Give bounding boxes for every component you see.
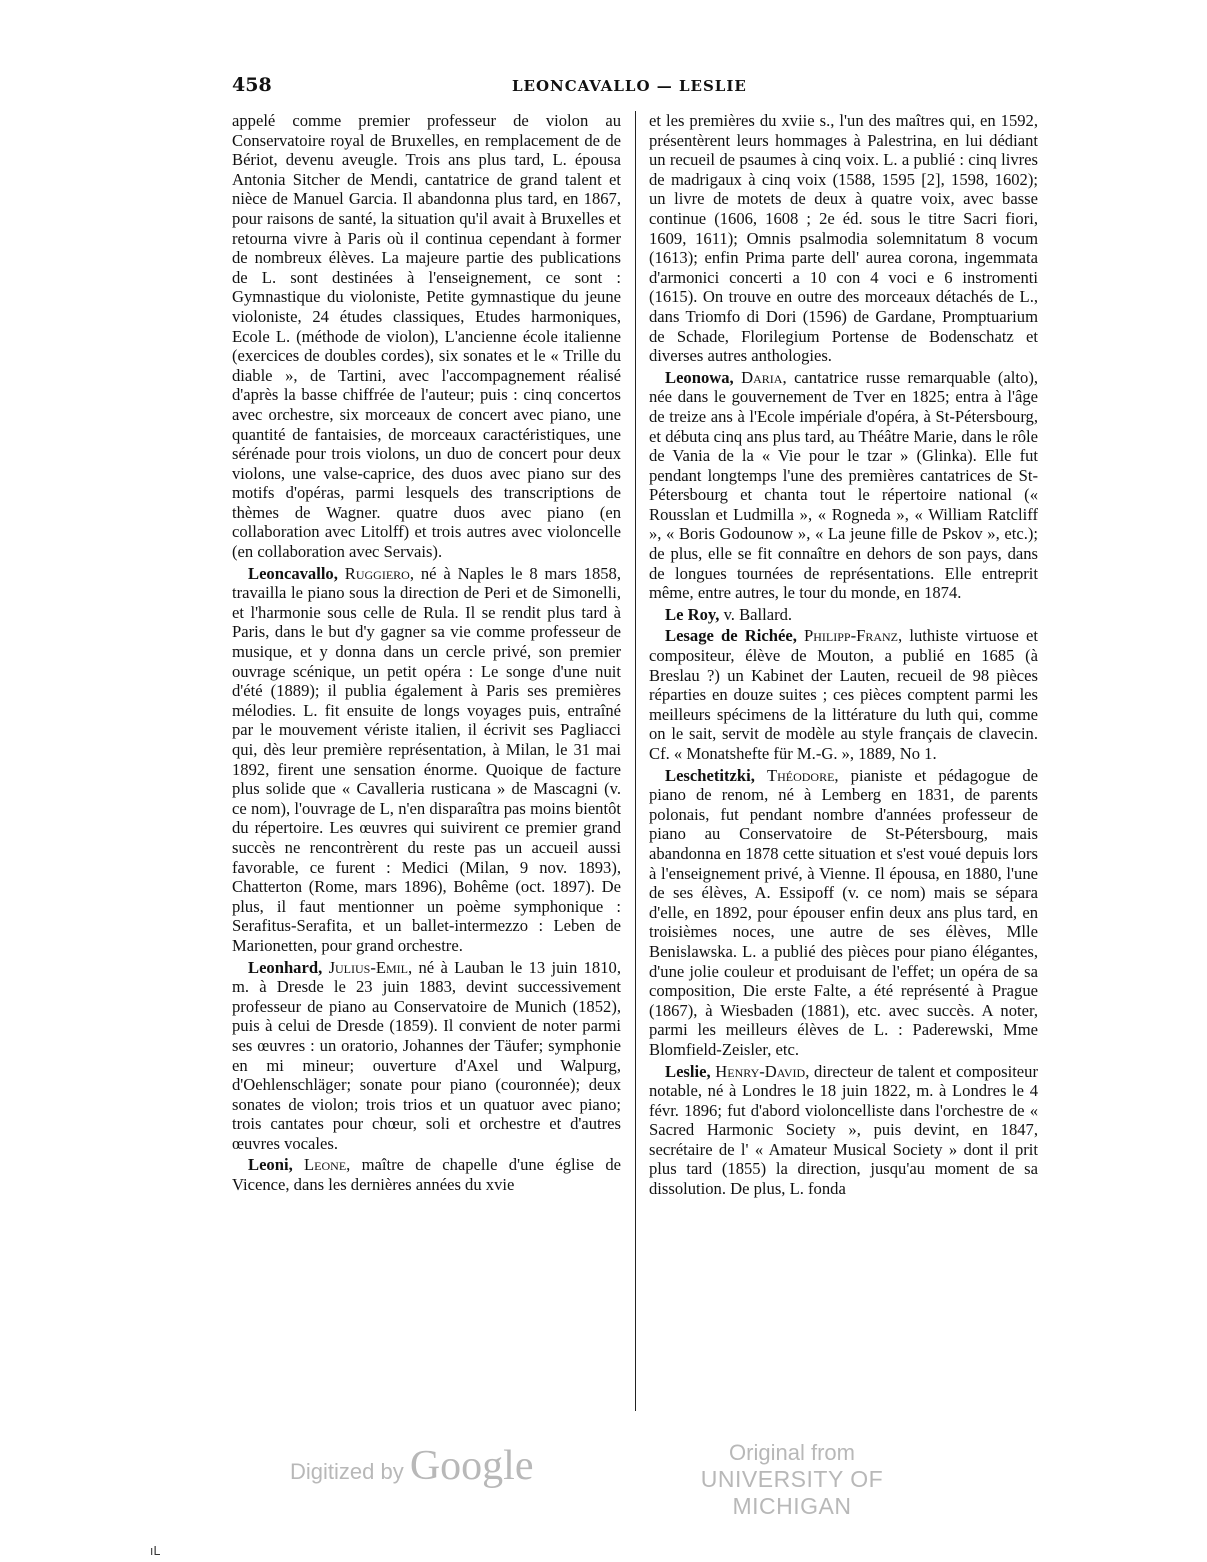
entry-text: v. Ballard. — [723, 604, 793, 624]
original-from-line: Original from — [729, 1440, 855, 1465]
entry-headword: Leoncavallo, — [248, 563, 338, 583]
entry-text: cantatrice russe remarquable (alto), née dans le gouvernement de Tver en 1825; entra à l'âge de treize ans à l'Ecole impériale d'opéra, à St-Pétersbourg, et débuta cinq ans plus tard, au Théâtre Marie, dans le rôle de Vania de la « Vie pour le tzar » (Glinka). Elle fut pendant longtemps l'une des premières cantatrices de St-Pétersbourg et chanta tout le répertoire national (« Rousslan et Ludmilla », « Rogneda », « William Ratcliff », « Boris Godounow », « La jeune fille de Pskov », etc.); de plus, elle se fit connaître en dehors de son pays, dans de longues tournées de représentations. Elle entreprit même, entre autres, le tour du monde, en 1874. — [649, 367, 1038, 603]
google-logo: Google — [409, 1443, 534, 1489]
entry-given-name: Philipp-Franz, — [804, 626, 903, 646]
entry-text: appelé comme premier professeur de violon au Conservatoire royal de Bruxelles, en remplacement de de Bériot, devenu aveugle. Trois ans plus tard, L. épousa Antonia Sitcher de Mendi, cantatrice de grand talent et nièce de Manuel Garcia. Il abandonna plus tard, en 1867, pour raisons de santé, la situation qu'il avait à Bruxelles et retourna vivre à Paris où il continua cependant à former de nombreux élèves. La majeure partie des publications de L. sont destinées à l'enseignement, ce sont : Gymnastique du violoniste, Petite gymnastique du jeune violoniste, 24 études classiques, Etudes harmoniques, Ecole L. (méthode de violon), L'ancienne école italienne (exercices de doubles cordes), six sonates et le « Trille du diable », de Tartini, avec l'accompagnement réalisé d'après la basse chiffrée de l'auteur; puis : cinq concertos avec orchestre, six morceaux de concert avec piano, une quantité de fantaisies, de morceaux caractéristiques, une sérénade pour trois violons, un duo de concert pour deux violons, une valse-caprice, des duos avec piano sur des motifs d'opéras, parmi lesquels des transcriptions de thèmes de Wagner. quatre duos avec piano (en collaboration avec Litolff) et trois autres avec violoncelle (en collaboration avec Servais). — [232, 111, 621, 562]
right-column — [649, 111, 1038, 1421]
left-column — [232, 111, 621, 1421]
entry-text: né à Naples le 8 mars 1858, travailla le piano sous la direction de Peri et de Simonelli, et l'harmonie sous celle de Rula. Il se rendit plus tard à Paris, dans le but d'y gagner sa vie comme professeur de musique, et y donna dans un cercle privé, son premier ouvrage scénique, un petit opéra : Le songe d'une nuit d'été (1889); il publia également à Paris ses premières mélodies. L. fit ensuite de longs voyages puis, entraîné par le mouvement vériste italien, il écrivit ses Pagliacci qui, dès leur première représentation, à Milan, le 31 mai 1892, firent une sensation énorme. Quoique de facture plus solide que « Cavalleria rusticana » de Mascagni (v. ce nom), l'ouvrage de L, n'en disparaîtra pas moins bientôt du répertoire. Les œuvres qui suivirent ce premier grand succès ne rencontrèrent du reste pas un accueil aussi favorable, ce furent : Medici (Milan, 9 nov. 1893), Chatterton (Rome, mars 1896), Bohême (oct. 1897). De plus, il faut mentionner un poème symphonique : Serafitus-Serafita, et un ballet-intermezzo : Leben de Marionetten, pour grand orchestre. — [232, 563, 621, 955]
entry-text: directeur de talent et compositeur notable, né à Londres le 18 juin 1822, m. à Londres le 4 févr. 1896; fut d'abord violoncelliste dans l'orchestre de « Sacred Harmonic Society », puis devint, en 1847, secrétaire de l' « Amateur Musical Society » dont il prit plus tard (1855) la direction, jusqu'au moment de sa dissolution. De plus, L. fonda — [649, 1061, 1038, 1199]
page-number: 458 — [232, 74, 272, 96]
entry-text: maître de chapelle d'une église de Vicence, dans les dernières années du xvie — [232, 1155, 621, 1195]
continued-paragraph — [649, 111, 1038, 366]
dictionary-entry — [232, 958, 621, 1154]
entry-headword: Leoni, — [248, 1155, 293, 1175]
university-line: UNIVERSITY OF MICHIGAN — [700, 1466, 884, 1519]
entry-given-name: Henry-David, — [715, 1061, 810, 1081]
entry-headword: Lesage de Richée, — [665, 626, 797, 646]
entry-headword: Leslie, — [665, 1061, 711, 1081]
entry-given-name: Leone, — [304, 1155, 351, 1175]
digitized-prefix: Digitized by — [290, 1459, 404, 1484]
entry-given-name: Ruggiero, — [344, 563, 414, 583]
entry-headword: Leonhard, — [248, 957, 323, 977]
continued-paragraph — [232, 111, 621, 562]
dictionary-entry — [232, 1155, 621, 1194]
dictionary-entry — [649, 1062, 1038, 1199]
entry-given-name: Julius-Emil, — [328, 957, 413, 977]
entry-text: luthiste virtuose et compositeur, élève de Mouton, a publié en 1685 (à Breslau ?) un Kabinet der Lauten, recueil de 98 pièces réparties en douze suites ; ces pièces comptent parmi les meilleurs spécimens de la littérature du luth qui, comme on le sait, servit de modèle au style français de clavecin. Cf. « Monatshefte für M.-G. », 1889, No 1. — [649, 626, 1038, 763]
dictionary-entry — [649, 626, 1038, 763]
dictionary-entry — [649, 368, 1038, 603]
running-head: LEONCAVALLO — LESLIE — [512, 77, 747, 95]
entry-given-name: Daria, — [741, 367, 787, 387]
page-header — [232, 74, 1038, 104]
entry-text: né à Lauban le 13 juin 1810, m. à Dresde le 23 juin 1883, devint successivement professeur de piano au Conservatoire de Munich (1852), puis à celui de Dresde (1859). Il convient de noter parmi ses œuvres : un oratorio, Johannes der Täufer; symphonie en mi mineur; ouverture d'Axel und Walpurg, d'Oehlenschläger; sonate pour piano (couronnée); deux sonates de violon; trois trios et un quatuor avec piano; trois cantates pour chœur, soli et orchestre et d'autres œuvres vocales. — [232, 957, 621, 1153]
dictionary-entry — [232, 564, 621, 956]
column-divider — [635, 111, 636, 1411]
entry-given-name: Théodore, — [766, 765, 839, 785]
corner-mark: ıL — [150, 1544, 161, 1558]
digitized-by-watermark — [290, 1442, 534, 1490]
entry-headword: Leschetitzki, — [665, 765, 755, 785]
entry-text: pianiste et pédagogue de piano de renom, né à Lemberg en 1831, de parents polonais, fut pendant nombre d'années professeur de piano au Conservatoire de St-Pétersbourg, mais abandonna en 1878 cette situation et s'est voué depuis lors à l'enseignement privé, à Vienne. Il épousa, en 1880, l'une de ses élèves, A. Essipoff (v. ce nom) mais se sépara d'elle, en 1892, pour épouser enfin deux ans plus tard, en troisièmes noces, une autre de ses élèves, Mlle Benislawska. L. a publié des pièces pour piano élégantes, d'une jolie couleur et produisant de l'effet; un opéra de sa composition, Die erste Falte, a été représenté à Prague (1867), à Wiesbaden (1881), etc. avec succès. A noter, parmi les meilleurs élèves de L. : Paderewski, Mme Blomfield-Zeisler, etc. — [649, 765, 1038, 1059]
dictionary-entry — [649, 605, 1038, 625]
entry-headword: Le Roy, — [665, 604, 720, 624]
dictionary-entry — [649, 766, 1038, 1060]
entry-headword: Leonowa, — [665, 367, 734, 387]
original-from-watermark — [668, 1440, 916, 1520]
entry-text: et les premières du xviie s., l'un des maîtres qui, en 1592, présentèrent leurs hommages à Palestrina, en lui dédiant un recueil de psaumes à cinq voix. L. a publié : cinq livres de madrigaux à cinq voix (1588, 1595 [2], 1598, 1602); un livre de motets de deux à quatre voix, avec basse continue (1606, 1608 ; 2e éd. sous le titre Sacri fiori, 1609, 1611); Omnis psalmodia solemnitatum 8 vocum (1613); enfin Prima parte dell' aurea corona, ingemmata d'armonici concerti a 10 con 4 voci e 6 instromenti (1615). On trouve en outre des morceaux détachés de L., dans Triomfo di Dori (1596) de Gardane, Promptuarium de Schade, Florilegium Portense de Bodenschatz et diverses autres anthologies. — [649, 111, 1038, 366]
